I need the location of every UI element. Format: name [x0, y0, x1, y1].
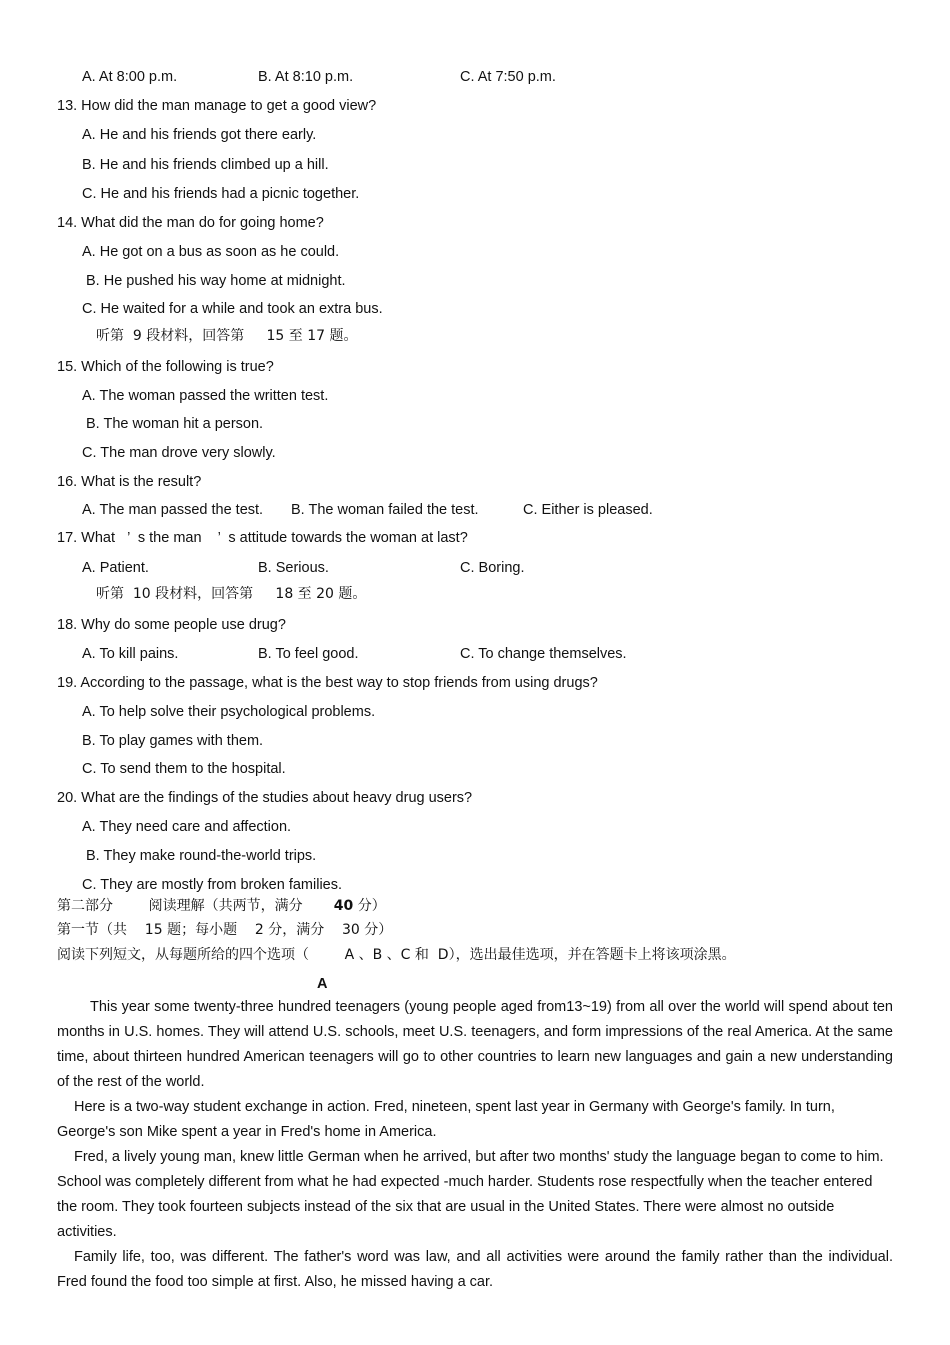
q20-option-a: A. They need care and affection. — [82, 819, 292, 835]
q14-option-a: A. He got on a bus as soon as he could. — [82, 244, 340, 260]
part2-heading — [57, 897, 386, 915]
part2-heading-post: 分） — [353, 898, 386, 914]
q17-option-b: B. Serious. — [258, 560, 329, 576]
q16-option-b: B. The woman failed the test. — [291, 502, 479, 518]
q15-option-c: C. The man drove very slowly. — [82, 445, 276, 461]
q14-question: 14. What did the man do for going home? — [57, 215, 324, 231]
q13-option-a: A. He and his friends got there early. — [82, 127, 317, 143]
q16-question: 16. What is the result? — [57, 474, 202, 490]
q17-option-c: C. Boring. — [460, 560, 525, 576]
q16-option-a: A. The man passed the test. — [82, 502, 264, 518]
q15-option-a: A. The woman passed the written test. — [82, 388, 329, 404]
q14-option-c: C. He waited for a while and took an extra bus. — [82, 301, 383, 317]
part2-instruction: 阅读下列短文，从每题所给的四个选项（ A 、B 、C 和 D），选出最佳选项，并在答题卡上将该项涂黑。 — [57, 947, 736, 963]
part2-heading-score: 40 — [333, 898, 354, 914]
q20-option-b: B. They make round-the-world trips. — [86, 848, 317, 864]
q17-question: 17. What ’ s the man ’ s attitude towards the woman at last? — [57, 530, 468, 546]
q12-option-b: B. At 8:10 p.m. — [258, 69, 354, 85]
q19-option-a: A. To help solve their psychological problems. — [82, 704, 376, 720]
q13-question: 13. How did the man manage to get a good view? — [57, 98, 377, 114]
q12-option-c: C. At 7:50 p.m. — [460, 69, 556, 85]
q12-option-a: A. At 8:00 p.m. — [82, 69, 178, 85]
q20-question: 20. What are the findings of the studies about heavy drug users? — [57, 790, 473, 806]
q18-option-a: A. To kill pains. — [82, 646, 179, 662]
part2-section1-heading: 第一节（共 15 题；每小题 2 分，满分 30 分） — [57, 922, 393, 938]
q17-option-a: A. Patient. — [82, 560, 149, 576]
q18-question: 18. Why do some people use drug? — [57, 617, 286, 633]
q18-option-b: B. To feel good. — [258, 646, 359, 662]
q15-option-b: B. The woman hit a person. — [86, 416, 264, 432]
passage-paragraph-1: This year some twenty-three hundred teenagers (young people aged from13~19) from all over the world will spend about ten months in U.S. homes. They will attend U.S. schools, meet U.S. teenagers, and form impressions of the real America. At the same time, about thirteen hundred American teenagers will go to other countries to learn new languages and gain a new understanding of the rest of the world. — [57, 999, 893, 1090]
section-9-instruction: 听第 9 段材料，回答第 15 至 17 题。 — [96, 328, 358, 344]
q19-question: 19. According to the passage, what is the best way to stop friends from using drugs? — [57, 675, 598, 691]
q16-option-c: C. Either is pleased. — [523, 502, 653, 518]
q18-option-c: C. To change themselves. — [460, 646, 627, 662]
passage-title: A — [317, 976, 328, 992]
passage-paragraph-2: Here is a two-way student exchange in action. Fred, nineteen, spent last year in Germany with George's family. In turn, George's son Mike spent a year in Fred's home in America. — [57, 1099, 835, 1140]
q15-question: 15. Which of the following is true? — [57, 359, 274, 375]
passage-paragraph-4: Family life, too, was different. The father's word was law, and all activities were around the family rather than the individual. Fred found the food too simple at first. Also, he missed having a car. — [57, 1249, 893, 1290]
q13-option-c: C. He and his friends had a picnic together. — [82, 186, 360, 202]
q19-option-c: C. To send them to the hospital. — [82, 761, 286, 777]
q14-option-b: B. He pushed his way home at midnight. — [86, 273, 346, 289]
q20-option-c: C. They are mostly from broken families. — [82, 877, 343, 893]
q13-option-b: B. He and his friends climbed up a hill. — [82, 157, 329, 173]
section-10-instruction: 听第 10 段材料，回答第 18 至 20 题。 — [96, 586, 367, 602]
q19-option-b: B. To play games with them. — [82, 733, 264, 749]
passage-paragraph-3: Fred, a lively young man, knew little German when he arrived, but after two months' study the language began to come to him. School was completely different from what he had expected -much harder. Students rose respectfully when the teacher entered the room. They took fourteen subjects instead of the six that are usual in the United States. There were almost no outside activities. — [57, 1149, 884, 1240]
part2-heading-pre: 第二部分 阅读理解（共两节，满分 — [57, 898, 334, 914]
